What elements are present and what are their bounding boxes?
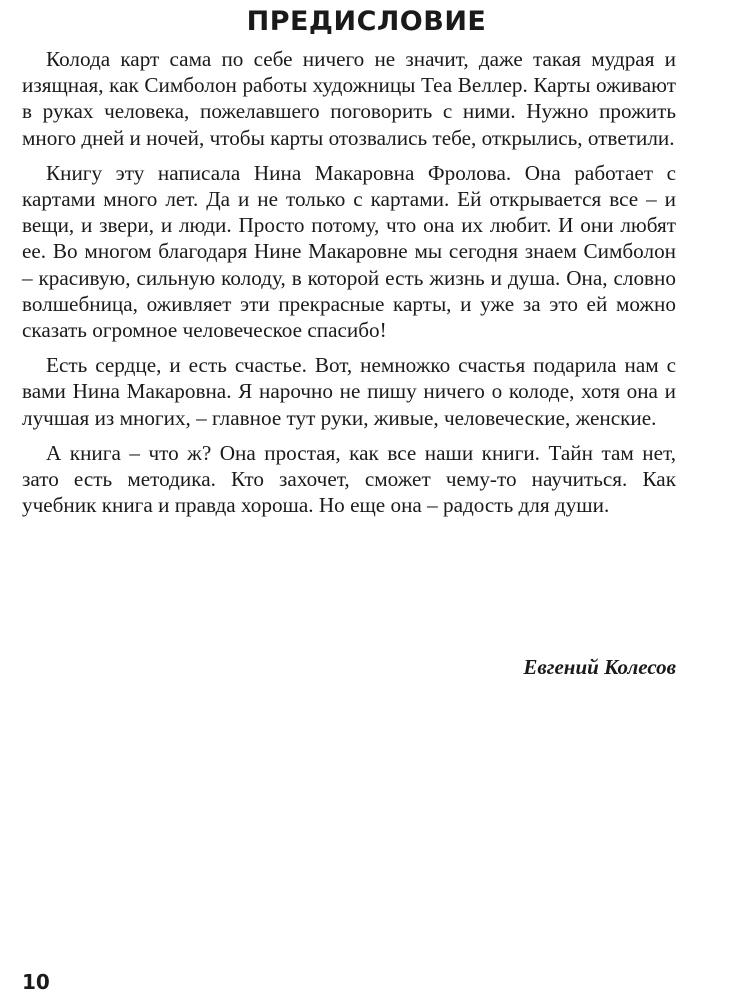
author-signature: Евгений Колесов	[523, 655, 676, 679]
page-title: ПРЕДИСЛОВИЕ	[246, 6, 487, 37]
page-number: 10	[22, 970, 50, 994]
paragraph-2: Книгу эту написала Нина Макаровна Фролова. Она работает с картами много лет. Да и не только с картами. Ей открывается все – и вещи, и звери, и люди. Просто потому, что она их любит. И они любят ее. Во многом благодаря Нине Макаровне мы сегодня знаем Симболон – красивую, сильную колоду, в которой есть жизнь и душа. Она, словно волшебница, оживляет эти прекрасные карты, и уже за это ей можно сказать огромное человеческое спасибо!	[22, 160, 676, 343]
paragraph-4: А книга – что ж? Она простая, как все наши книги. Тайн там нет, зато есть методика. Кто захочет, сможет чему-то научиться. Как учебник книга и правда хороша. Но еще она – радость для души.	[22, 440, 676, 518]
preface-body	[22, 46, 676, 527]
paragraph-1: Колода карт сама по себе ничего не значит, даже такая мудрая и изящная, как Симболон работы художницы Теа Веллер. Карты оживают в руках человека, пожелавшего поговорить с ними. Нужно прожить много дней и ночей, чтобы карты отозвались тебе, открылись, ответили.	[22, 47, 676, 150]
paragraph-3: Есть сердце, и есть счастье. Вот, немножко счастья подарила нам с вами Нина Макаровна. Я нарочно не пишу ничего о колоде, хотя она и лучшая из многих, – главное тут руки, живые, человеческие, женские.	[22, 353, 676, 430]
